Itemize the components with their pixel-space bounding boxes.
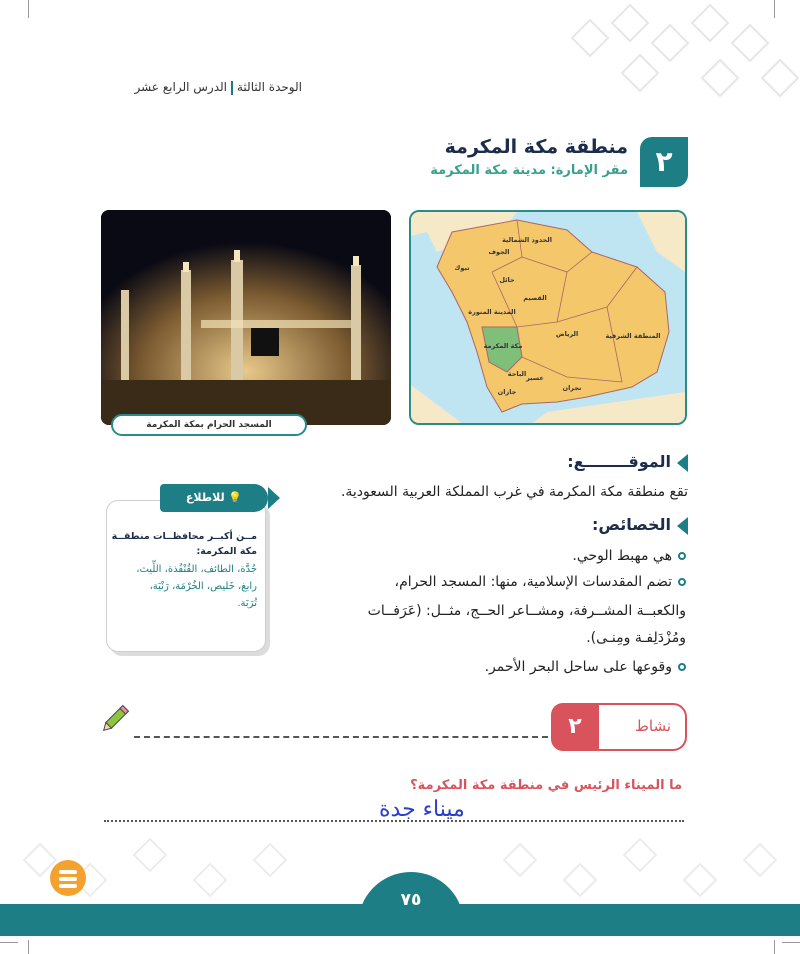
bullet-icon [678,663,686,671]
crop-mark [0,942,18,943]
breadcrumb-unit: الوحدة الثالثة [237,80,302,94]
bullet-icon [678,552,686,560]
feature-item: وقوعها على ساحل البحر الأحمر. [485,659,686,675]
map-label: عسير [526,374,544,382]
crop-mark [28,0,29,18]
pattern-decoration [440,0,800,110]
activity-number: ٢ [551,703,599,751]
map-label: نجران [562,384,582,392]
pencil-icon [98,702,132,736]
location-heading [567,452,688,472]
publisher-logo [50,860,86,896]
crop-mark [28,940,29,954]
breadcrumb-lesson: الدرس الرابع عشر [134,80,227,94]
feature-item: تضم المقدسات الإسلامية، منها: المسجد الحرام، [395,574,686,590]
info-title: مــن أكبــر محافظــات منطقــة [111,531,257,542]
lightbulb-icon: 💡 [228,491,243,504]
location-text: تقع منطقة مكة المكرمة في غرب المملكة العربية السعودية. [340,484,688,500]
map-label: تبوك [454,264,470,272]
grand-mosque-photo [101,210,391,425]
breadcrumb-separator [231,81,233,95]
breadcrumb [134,80,302,95]
map-label: مكة المكرمة [483,342,523,350]
info-title-2: مكة المكرمة: [196,546,257,557]
info-line: جُدَّة، الطائف، القُنْفُذة، اللِّيث، [136,564,257,575]
feature-item-continuation: ومُزْدَلِفـة ومِنـى). [586,630,686,646]
feature-item: هي مهبط الوحي. [572,548,686,564]
info-box [106,500,266,652]
map-label: القصيم [523,294,547,302]
info-tab-label: للاطلاع [185,491,225,504]
photo-caption: المسجد الحرام بمكة المكرمة [111,414,307,436]
region-map [409,210,687,425]
info-line: رابغ، خَليص، الخُرْمَة، رَنْيَة، [149,581,257,592]
page-number: ٧٥ [358,872,464,936]
map-label: المنطقة الشرقية [605,332,661,340]
activity-question: ما الميناء الرئيس في منطقة مكة المكرمة؟ [410,778,682,793]
arrow-icon [677,454,688,472]
bullet-icon [678,578,686,586]
map-label: المدينة المنورة [468,308,516,316]
map-label: الباحة [507,370,527,378]
section-title: منطقة مكة المكرمة [444,136,628,158]
section-subtitle: مقر الإمارة: مدينة مكة المكرمة [430,163,628,178]
map-label: الحدود الشمالية [502,236,552,244]
map-label: الرياض [555,330,579,338]
feature-item-continuation: والكعبــة المشــرفة، ومشــاعر الحــج، مثــل: (عَرَفــات [367,603,686,619]
section-number-badge: ٢ [640,137,688,187]
mosque-illustration [101,210,391,425]
crop-mark [782,942,800,943]
map-label: حائل [499,276,515,284]
map-label: جازان [497,388,517,396]
map-label: الجوف [488,248,510,256]
dashed-divider [134,736,548,738]
saudi-map-graphic [409,212,685,425]
crop-mark [774,940,775,954]
info-tab [160,484,268,512]
arrow-icon [677,517,688,535]
features-heading-text: الخصائص: [591,515,671,534]
info-line: تُرَبَة. [237,598,257,609]
handwritten-answer: ميناء جدة [379,797,465,822]
activity-label-text: نشاط [635,717,671,735]
features-heading [592,515,688,535]
location-heading-text: الموقــــــــع: [567,452,671,471]
